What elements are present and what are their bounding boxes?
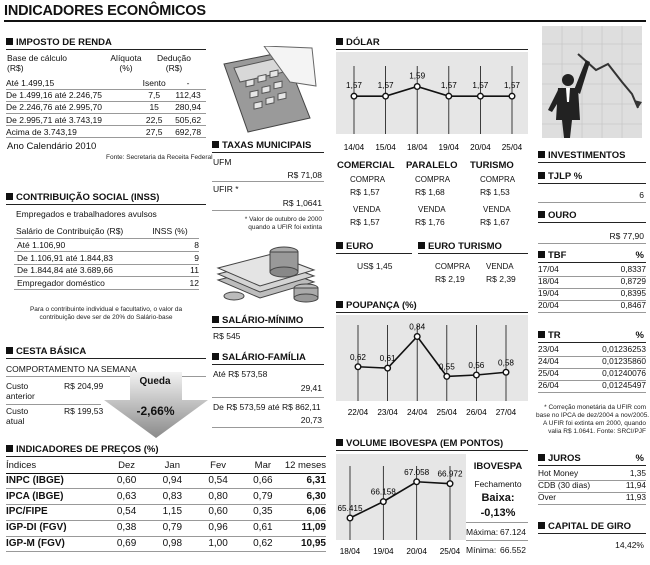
square-bullet-icon [6,347,13,354]
rule [212,152,324,153]
ir-year: Ano Calendário 2010 [7,141,97,152]
ir-row [6,89,206,101]
precos-row-cell: 0,54 [195,473,241,489]
ir-header-base: Base de cálculo (R$) [7,53,68,74]
tr-row-cell: 24/04 [538,356,573,368]
rule [418,253,528,254]
cesta-value-anterior: R$ 204,99 [64,381,104,391]
rule [538,162,646,163]
juros-row [538,480,646,492]
euroturismo-venda-label: VENDA [486,262,514,271]
cesta-queda-label: Queda [139,376,171,387]
dolar-data-label: 1,57 [472,81,489,91]
tbf-row-cell: 19/04 [538,288,587,300]
precos-row-cell: 6,30 [285,489,326,505]
section-tbf-title: TBF [538,250,566,261]
tbf-table [538,264,646,313]
ibovespa-point [381,499,387,505]
tjlp-value: 6 [639,190,644,200]
ir-row-cell: 112,43 [170,89,206,101]
poupanca-point [474,372,480,378]
square-bullet-icon [538,151,545,158]
juros-table [538,468,646,505]
ibovespa-x-tick-label: 18/04 [339,547,361,556]
square-bullet-icon [212,141,219,148]
euroturismo-compra-value: R$ 2,19 [435,274,465,284]
inss-row [14,277,199,290]
inss-row-cell: Até 1.106,90 [14,239,183,252]
salfam-row2-label: De R$ 573,59 até R$ 862,11 [213,402,321,412]
dolar-turismo-venda-label: VENDA [483,205,511,214]
taxas-ufir-label: UFIR * [213,184,239,194]
dolar-data-label: 1,57 [377,81,394,91]
cesta-value-atual: R$ 199,53 [64,406,104,416]
tr-row [538,344,646,356]
rule [538,183,646,184]
precos-row [6,520,326,536]
tbf-row-cell: 18/04 [538,276,587,288]
poupanca-data-label: 0,61 [379,354,396,364]
square-bullet-icon [538,211,545,218]
dolar-turismo-venda: R$ 1,67 [480,217,510,227]
ir-row [6,126,206,138]
ir-table [6,77,206,138]
tbf-row [538,264,646,276]
dolar-paralelo-compra: R$ 1,68 [415,187,445,197]
dolar-turismo-compra: R$ 1,53 [480,187,510,197]
section-salfam-title: SALÁRIO-FAMÍLIA [212,352,306,363]
dolar-x-tick-label: 14/04 [343,143,365,152]
section-ouro-title: OURO [538,210,577,221]
dolar-comercial-label: COMERCIAL [337,160,395,171]
inss-row-cell: De 1.106,91 até 1.844,83 [14,252,183,265]
taxas-ufm-label: UFM [213,157,232,167]
ibovespa-name: IBOVESPA [473,461,523,472]
tr-note: * Correção monetária da UFIR com base no IPCA de dez/2004 a nov/2005. A UFIR foi extinta em 2000, quando valia R$ 1.0641. Fonte: SRCI/PJF [536,404,650,436]
square-bullet-icon [6,38,13,45]
dolar-comercial-compra: R$ 1,57 [350,187,380,197]
precos-row-cell: 0,80 [195,489,241,505]
ir-row-cell: 280,94 [170,101,206,113]
poupanca-x-tick-label: 23/04 [377,408,398,417]
dolar-turismo-compra-label: COMPRA [480,175,516,184]
tr-row-cell: 25/04 [538,368,573,380]
inss-row [14,239,199,252]
cesta-queda-value: -2,66% [136,404,175,418]
tbf-row-cell: 0,8395 [587,288,646,300]
precos-row-cell: 0,83 [149,489,195,505]
ibovespa-max-value: 67.124 [500,527,526,537]
rule [336,450,528,451]
inss-row-cell: 12 [183,277,199,290]
money-icon [214,240,324,310]
precos-row [6,489,326,505]
ibovespa-data-label: 67.058 [404,467,430,477]
rule [212,427,324,428]
poupanca-point [444,374,450,380]
cesta-subtitle: COMPORTAMENTO NA SEMANA [6,364,137,374]
dolar-paralelo-compra-label: COMPRA [415,175,451,184]
ibovespa-point [447,481,453,487]
precos-header-cell: Jan [149,459,195,473]
ir-header-aliquota: Alíquota (%) [110,53,142,74]
poupanca-data-label: 0,56 [468,361,485,370]
ibovespa-fechamento-label: Fechamento [474,479,522,489]
ibovespa-data-label: 66.158 [370,487,396,497]
precos-row-cell: 0,60 [104,473,150,489]
salfam-row1-value: 29,41 [300,383,322,393]
inss-note: Para o contribuinte individual e facultativo, o valor da contribuição deve ser de 20% do Salário-base [29,306,183,321]
ir-header-deducao: Dedução (R$) [156,53,192,74]
poupanca-point [503,369,509,375]
precos-row-cell: 0,98 [149,536,195,552]
square-bullet-icon [336,242,343,249]
precos-row-cell: 0,79 [149,520,195,536]
precos-row-cell: 10,95 [285,536,326,552]
ir-row-cell: De 2.246,76 até 2.995,70 [6,101,138,113]
ir-row-cell: De 2.995,71 até 3.743,19 [6,114,138,126]
tr-row-cell: 0,01235860 [573,356,646,368]
dolar-chart [336,52,528,152]
dolar-data-label: 1,59 [409,71,426,81]
rule [336,49,528,50]
rule [538,342,646,343]
poupanca-x-tick-label: 24/04 [406,408,428,417]
square-bullet-icon [538,331,545,338]
dolar-data-label: 1,57 [346,81,362,91]
rule [538,533,646,534]
tr-table [538,344,646,393]
square-bullet-icon [6,445,13,452]
tr-row-cell: 23/04 [538,344,573,356]
tr-row-cell: 0,01245497 [573,380,646,392]
tbf-row [538,300,646,312]
juros-row-cell: Over [538,492,616,504]
ir-row-cell: - [170,77,206,89]
ibovespa-min-label: Mínima: [466,545,497,555]
precos-row-cell: 1,00 [195,536,241,552]
ir-source: Fonte: Secretaria da Receita Federal [106,154,213,161]
rule [538,243,646,244]
square-bullet-icon [538,454,545,461]
juros-row-cell: 11,93 [616,492,646,504]
precos-row-cell: IGP-DI (FGV) [6,520,104,536]
section-salmin-title: SALÁRIO-MÍNIMO [212,315,303,326]
page-title: INDICADORES ECONÔMICOS [4,3,206,19]
ir-row-cell: De 1.499,16 até 2.246,75 [6,89,138,101]
dolar-x-tick-label: 19/04 [438,143,460,152]
dolar-x-tick-label: 20/04 [470,143,491,152]
precos-header-cell: Mar [241,459,285,473]
precos-header-cell: Índices [6,459,104,473]
rule [466,522,528,523]
tr-row [538,368,646,380]
rule [212,397,324,398]
dolar-x-tick-label: 18/04 [406,143,428,152]
ir-row-cell: 22,5 [138,114,170,126]
square-bullet-icon [538,172,545,179]
juros-pct: % [635,453,644,464]
square-bullet-icon [212,316,219,323]
precos-row-cell: 0,79 [241,489,285,505]
calculator-icon [212,46,322,134]
ibovespa-x-tick-label: 25/04 [439,547,461,556]
section-investimentos-title: INVESTIMENTOS [538,150,625,161]
ibovespa-point [347,515,353,521]
rule [6,404,101,405]
ir-row [6,77,206,89]
ibovespa-chart [336,454,466,556]
precos-row-cell: 6,31 [285,473,326,489]
juros-row-cell: Hot Money [538,468,616,480]
juros-row-cell: 11,94 [616,480,646,492]
dolar-point [383,93,389,99]
cesta-label-atual: Custo atual [6,406,29,427]
precos-row-cell: 11,09 [285,520,326,536]
square-bullet-icon [538,251,545,258]
poupanca-x-tick-label: 27/04 [495,408,517,417]
salfam-row1-label: Até R$ 573,58 [213,369,268,379]
section-euroturismo-title: EURO TURISMO [418,241,502,252]
section-tjlp-title: TJLP % [538,171,582,182]
tr-row [538,380,646,392]
dolar-turismo-label: TURISMO [470,160,514,171]
precos-row-cell: 0,54 [104,505,150,521]
tbf-row-cell: 0,8729 [587,276,646,288]
cesta-label-anterior: Custo anterior [6,381,35,402]
tbf-row-cell: 0,8337 [587,264,646,276]
inss-table [14,239,199,290]
salfam-row2-value: 20,73 [300,415,322,425]
rule [212,364,324,365]
tbf-row [538,276,646,288]
tbf-row-cell: 20/04 [538,300,587,312]
rule [212,327,324,328]
inss-row [14,264,199,277]
ir-row-cell: Isento [138,77,170,89]
taxas-ufir-value: R$ 1,0641 [282,198,322,208]
section-giro-title: CAPITAL DE GIRO [538,521,631,532]
section-cesta-title: CESTA BÁSICA [6,346,86,357]
taxas-note: * Valor de outubro de 2000 quando a UFIR foi extinta [244,216,322,231]
square-bullet-icon [336,301,343,308]
rule [212,181,324,182]
dolar-x-tick-label: 15/04 [375,143,396,152]
poupanca-data-label: 0,62 [350,352,366,362]
precos-header-cell: 12 meses [284,460,326,472]
giro-value: 14,42% [615,540,644,550]
precos-row-cell: INPC (IBGE) [6,473,104,489]
poupanca-point [355,364,361,370]
dolar-paralelo-label: PARALELO [406,160,458,171]
section-euro-title: EURO [336,241,373,252]
precos-row-cell: 0,38 [104,520,150,536]
tr-pct: % [635,330,644,341]
precos-row-cell: 0,63 [104,489,150,505]
inss-header-pct: INSS (%) [152,226,188,236]
rule [538,465,646,466]
tr-row-cell: 0,01240076 [573,368,646,380]
poupanca-data-label: 0,58 [498,358,514,368]
ir-row [6,101,206,113]
title-rule [4,20,646,22]
ir-row [6,114,206,126]
tr-row [538,356,646,368]
precos-row-cell: 0,61 [241,520,285,536]
section-taxas-title: TAXAS MUNICIPAIS [212,140,311,151]
inss-row-cell: Empregador doméstico [14,277,183,290]
precos-row-cell: 6,06 [285,505,326,521]
poupanca-x-tick-label: 22/04 [347,408,369,417]
dolar-comercial-venda: R$ 1,57 [350,217,380,227]
precos-row-cell: 0,96 [195,520,241,536]
precos-row-cell: 0,35 [241,505,285,521]
dolar-point [509,93,515,99]
inss-header-salario: Salário de Contribuição (R$) [16,226,124,236]
precos-header-cell: Fev [195,459,241,473]
section-inss-title: CONTRIBUIÇÃO SOCIAL (INSS) [6,192,159,203]
square-bullet-icon [336,439,343,446]
rule [6,49,206,50]
section-precos-title: INDICADORES DE PREÇOS (%) [6,444,159,455]
rule [6,204,206,205]
precos-row-cell: 0,66 [241,473,285,489]
poupanca-x-tick-label: 25/04 [436,408,458,417]
precos-header-cell: Dez [104,459,150,473]
poupanca-point [414,334,420,340]
dolar-point [446,93,452,99]
juros-row-cell: CDB (30 dias) [538,480,616,492]
dolar-comercial-venda-label: VENDA [353,205,381,214]
section-poupanca-title: POUPANÇA (%) [336,300,417,311]
square-bullet-icon [538,522,545,529]
rule [6,358,206,359]
euroturismo-venda-value: R$ 2,39 [486,274,516,284]
rule [466,540,528,541]
precos-row-cell: IGP-M (FGV) [6,536,104,552]
inss-row-cell: 11 [183,264,199,277]
section-ibovespa-title: VOLUME IBOVESPA (EM PONTOS) [336,438,503,449]
dolar-point [351,93,357,99]
precos-row [6,536,326,552]
tbf-row-cell: 17/04 [538,264,587,276]
precos-row-cell: 0,62 [241,536,285,552]
ir-row-cell: Acima de 3.743,19 [6,126,138,138]
ibovespa-min-value: 66.552 [500,545,526,555]
precos-row [6,505,326,521]
ibovespa-data-label: 66.972 [437,469,463,479]
precos-row-cell: 1,15 [149,505,195,521]
ibovespa-data-label: 65.415 [337,504,363,514]
dolar-data-label: 1,57 [440,81,457,91]
square-bullet-icon [212,353,219,360]
inss-row [14,252,199,265]
precos-row-cell: IPCA (IBGE) [6,489,104,505]
businessman-chart-icon [538,24,646,142]
ibovespa-x-tick-label: 19/04 [373,547,394,556]
rule [212,210,324,211]
tr-row-cell: 26/04 [538,380,573,392]
ibovespa-point [414,479,420,485]
square-bullet-icon [336,38,343,45]
section-ir-title: IMPOSTO DE RENDA [6,37,112,48]
inss-row-cell: De 1.844,84 até 3.689,66 [14,264,183,277]
rule [336,312,528,313]
juros-row [538,492,646,504]
inss-subtitle: Empregados e trabalhadores avulsos [16,209,157,219]
euroturismo-compra-label: COMPRA [435,262,471,271]
precos-row-cell: 0,94 [149,473,195,489]
euro-value: US$ 1,45 [357,261,393,271]
precos-row [6,473,326,489]
rule [538,202,646,203]
section-juros-title: JUROS [538,453,581,464]
ibovespa-baixa-value: -0,13% [480,507,516,519]
precos-row-cell: 0,69 [104,536,150,552]
ibovespa-baixa-label: Baixa: [481,492,515,504]
ir-row-cell: 7,5 [138,89,170,101]
ibovespa-x-tick-label: 20/04 [406,547,427,556]
juros-row [538,468,646,480]
rule [538,222,646,223]
square-bullet-icon [418,242,425,249]
dolar-point [478,93,484,99]
poupanca-point [385,365,391,371]
dolar-comercial-compra-label: COMPRA [350,175,386,184]
dolar-point [414,84,420,90]
poupanca-data-label: 0,55 [438,362,455,372]
section-dolar-title: DÓLAR [336,37,380,48]
ir-row-cell: 505,62 [170,114,206,126]
ir-row-cell: Até 1.499,15 [6,77,138,89]
dolar-x-tick-label: 25/04 [501,143,523,152]
inss-row-cell: 8 [183,239,199,252]
dolar-data-label: 1,57 [504,81,520,91]
square-bullet-icon [6,193,13,200]
poupanca-chart [336,315,528,417]
inss-row-cell: 9 [183,252,199,265]
precos-row-cell: 0,60 [195,505,241,521]
rule [538,262,646,263]
precos-row-cell: IPC/FIPE [6,505,104,521]
salmin-value: R$ 545 [213,331,241,341]
dolar-paralelo-venda-label: VENDA [418,205,446,214]
poupanca-data-label: 0,84 [409,322,426,332]
ir-row-cell: 692,78 [170,126,206,138]
precos-table [6,459,326,552]
ibovespa-max-label: Máxima: [466,527,499,537]
tbf-row-cell: 0,8467 [587,300,646,312]
rule [6,456,326,457]
poupanca-x-tick-label: 26/04 [466,408,487,417]
taxas-ufm-value: R$ 71,08 [287,170,322,180]
tbf-row [538,288,646,300]
juros-row-cell: 1,35 [616,468,646,480]
dolar-paralelo-venda: R$ 1,76 [415,217,445,227]
ir-row-cell: 27,5 [138,126,170,138]
ouro-value: R$ 77,90 [609,231,644,241]
ir-row-cell: 15 [138,101,170,113]
tr-row-cell: 0,01236253 [573,344,646,356]
tbf-pct: % [635,250,644,261]
rule [336,253,412,254]
section-tr-title: TR [538,330,561,341]
